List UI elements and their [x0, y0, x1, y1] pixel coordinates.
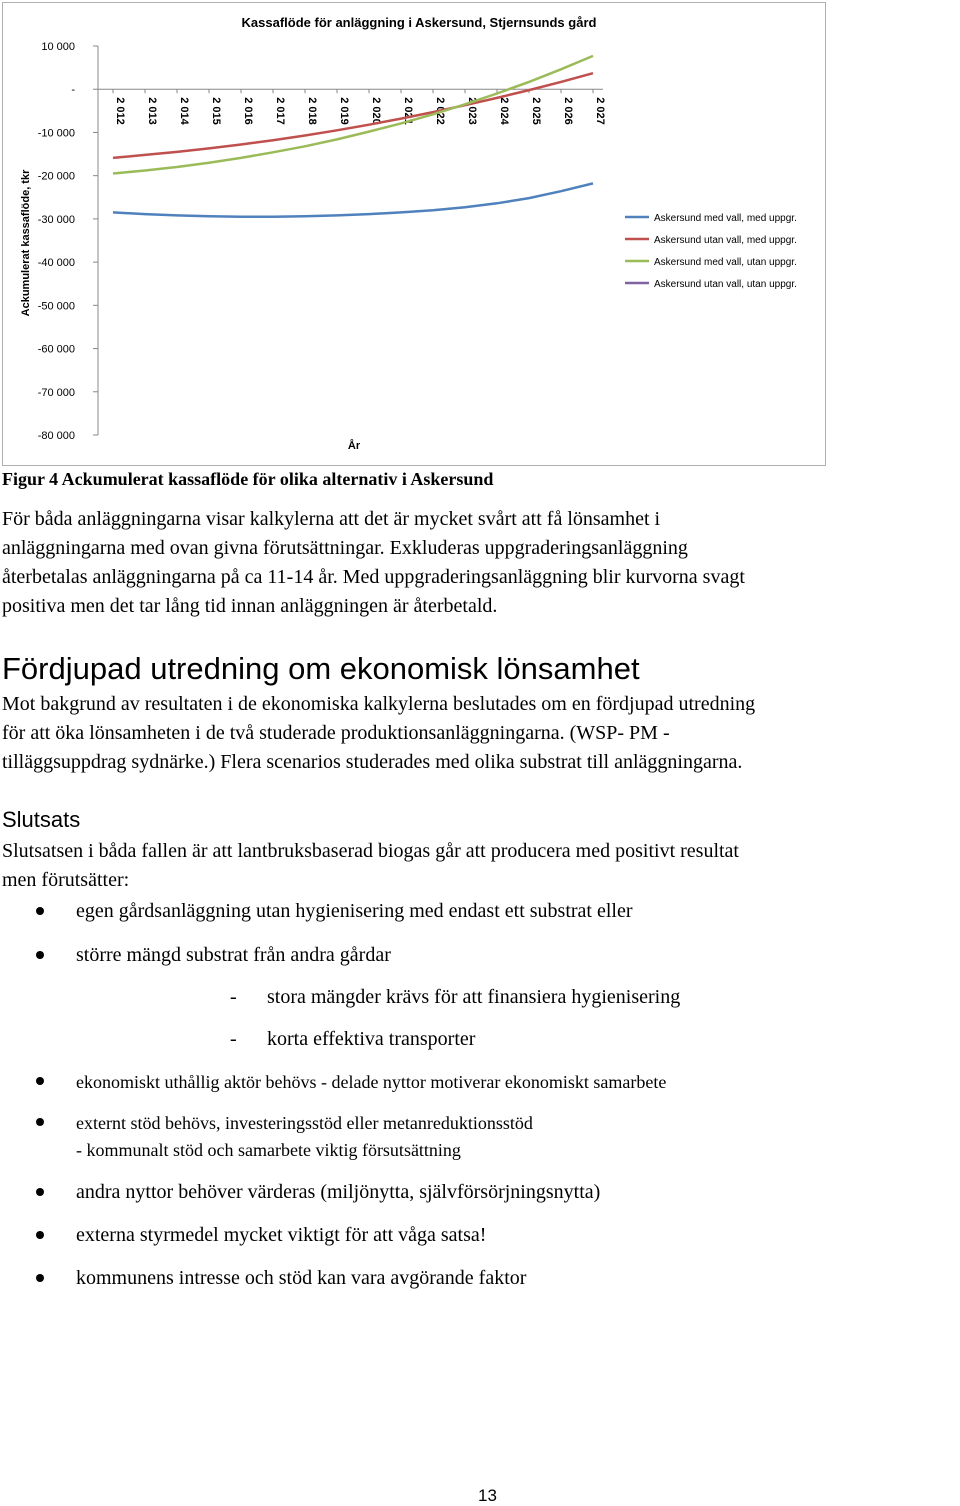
- bullet-text: större mängd substrat från andra gårdar: [76, 944, 391, 966]
- x-tick-label: 2 025: [530, 97, 542, 125]
- bullet-dot-icon: [36, 1118, 44, 1126]
- dash-item: [0, 1025, 960, 1054]
- x-tick-label: 2 016: [242, 97, 254, 125]
- legend-label: Askersund utan vall, med uppgr.: [654, 235, 797, 246]
- bullet-text: kommunens intresse och stöd kan vara avgörande faktor: [76, 1267, 527, 1289]
- bullet-text: andra nyttor behöver värderas (miljönytta, självförsörjningsnytta): [76, 1181, 601, 1203]
- y-tick-label: -20 000: [37, 170, 75, 183]
- paragraph-2-line: för att öka lönsamheten i de två studerade produktionsanläggningarna. (WSP- PM -: [2, 722, 670, 744]
- bullet-item: [0, 1221, 960, 1250]
- legend-label: Askersund utan vall, utan uppgr.: [654, 279, 797, 290]
- bullet-dot-icon: [36, 1188, 44, 1196]
- paragraph-1-line: anläggningarna med ovan givna förutsättningar. Exkluderas uppgraderingsanläggning: [2, 537, 688, 559]
- cashflow-chart: [2, 2, 826, 466]
- x-tick-label: 2 019: [338, 97, 350, 125]
- series-line: [113, 183, 593, 216]
- paragraph-2: [2, 690, 952, 777]
- figure-caption: Figur 4 Ackumulerat kassaflöde för olika alternativ i Askersund: [2, 469, 494, 489]
- y-tick-label: -: [71, 84, 75, 97]
- bullet-item: [0, 1110, 960, 1164]
- x-tick-label: 2 017: [274, 97, 286, 125]
- bullet-text: externa styrmedel mycket viktigt för att våga satsa!: [76, 1224, 487, 1246]
- section-heading-fordjupad: Fördjupad utredning om ekonomisk lönsamhet: [2, 651, 640, 686]
- bullet-dot-icon: [36, 907, 44, 915]
- x-tick-label: 2 015: [210, 97, 222, 125]
- bullet-item: [0, 1264, 960, 1293]
- paragraph-3-line: men förutsätter:: [2, 869, 130, 891]
- x-tick-label: 2 012: [114, 97, 126, 125]
- x-tick-label: 2 021: [402, 97, 414, 125]
- dash-text: stora mängder krävs för att finansiera hygienisering: [267, 986, 681, 1008]
- x-axis-label: År: [347, 440, 361, 452]
- bullet-dot-icon: [36, 1077, 44, 1085]
- x-tick-label: 2 022: [434, 97, 446, 125]
- section-heading-slutsats: Slutsats: [2, 807, 81, 832]
- chart-svg: [3, 3, 827, 467]
- x-tick-label: 2 020: [370, 97, 382, 125]
- y-tick-label: -40 000: [37, 257, 75, 270]
- chart-title: Kassaflöde för anläggning i Askersund, Stjernsunds gård: [241, 15, 597, 30]
- paragraph-1-line: återbetalas anläggningarna på ca 11-14 år. Med uppgraderingsanläggning blir kurvorna svagt: [2, 566, 745, 588]
- bullet-item: [0, 1069, 960, 1095]
- legend-label: Askersund med vall, med uppgr.: [654, 213, 797, 224]
- x-tick-label: 2 024: [498, 97, 510, 125]
- y-tick-label: -10 000: [37, 127, 75, 140]
- bullet-dot-icon: [36, 1274, 44, 1282]
- paragraph-3-line: Slutsatsen i båda fallen är att lantbruksbaserad biogas går att producera med positivt resultat: [2, 840, 739, 862]
- paragraph-2-line: tilläggsuppdrag sydnärke.) Flera scenarios studerades med olika substrat till anläggningarna.: [2, 751, 743, 773]
- dash-mark: -: [230, 1028, 237, 1050]
- bullet-text: ekonomiskt uthållig aktör behövs - delade nyttor motiverar ekonomiskt samarbete: [76, 1072, 667, 1092]
- y-tick-label: -30 000: [37, 213, 75, 226]
- dash-text: korta effektiva transporter: [267, 1028, 476, 1050]
- paragraph-2-line: Mot bakgrund av resultaten i de ekonomiska kalkylerna beslutades om en fördjupad utredning: [2, 693, 756, 715]
- paragraph-3: [2, 837, 952, 895]
- x-tick-label: 2 013: [146, 97, 158, 125]
- paragraph-1-line: För båda anläggningarna visar kalkylerna att det är mycket svårt att få lönsamhet i: [2, 508, 661, 530]
- legend-label: Askersund med vall, utan uppgr.: [654, 257, 797, 268]
- bullet-continuation: - kommunalt stöd och samarbete viktig försutsättning: [76, 1140, 461, 1160]
- y-tick-label: -80 000: [37, 430, 75, 442]
- y-tick-label: -60 000: [37, 343, 75, 356]
- x-tick-label: 2 027: [594, 97, 606, 125]
- x-tick-label: 2 014: [178, 97, 190, 125]
- y-tick-label: -50 000: [37, 300, 75, 313]
- y-axis-label: Ackumulerat kassaflöde, tkr: [20, 169, 32, 317]
- paragraph-1-line: positiva men det tar lång tid innan anläggningen är återbetald.: [2, 595, 498, 617]
- bullet-item: [0, 1178, 960, 1207]
- bullet-text: egen gårdsanläggning utan hygienisering med endast ett substrat eller: [76, 900, 633, 922]
- dash-item: [0, 983, 960, 1012]
- y-tick-label: 10 000: [41, 41, 75, 53]
- paragraph-1: [2, 505, 952, 621]
- bullet-dot-icon: [36, 951, 44, 959]
- y-tick-label: -70 000: [37, 386, 75, 399]
- bullet-item: [0, 941, 960, 970]
- x-tick-label: 2 023: [466, 97, 478, 125]
- x-tick-label: 2 018: [306, 97, 318, 125]
- bullet-dot-icon: [36, 1231, 44, 1239]
- page-number: 13: [478, 1486, 497, 1505]
- x-tick-label: 2 026: [562, 97, 574, 125]
- bullet-item: [0, 897, 960, 926]
- dash-mark: -: [230, 986, 237, 1008]
- bullet-text: externt stöd behövs, investeringsstöd eller metanreduktionsstöd: [76, 1113, 533, 1133]
